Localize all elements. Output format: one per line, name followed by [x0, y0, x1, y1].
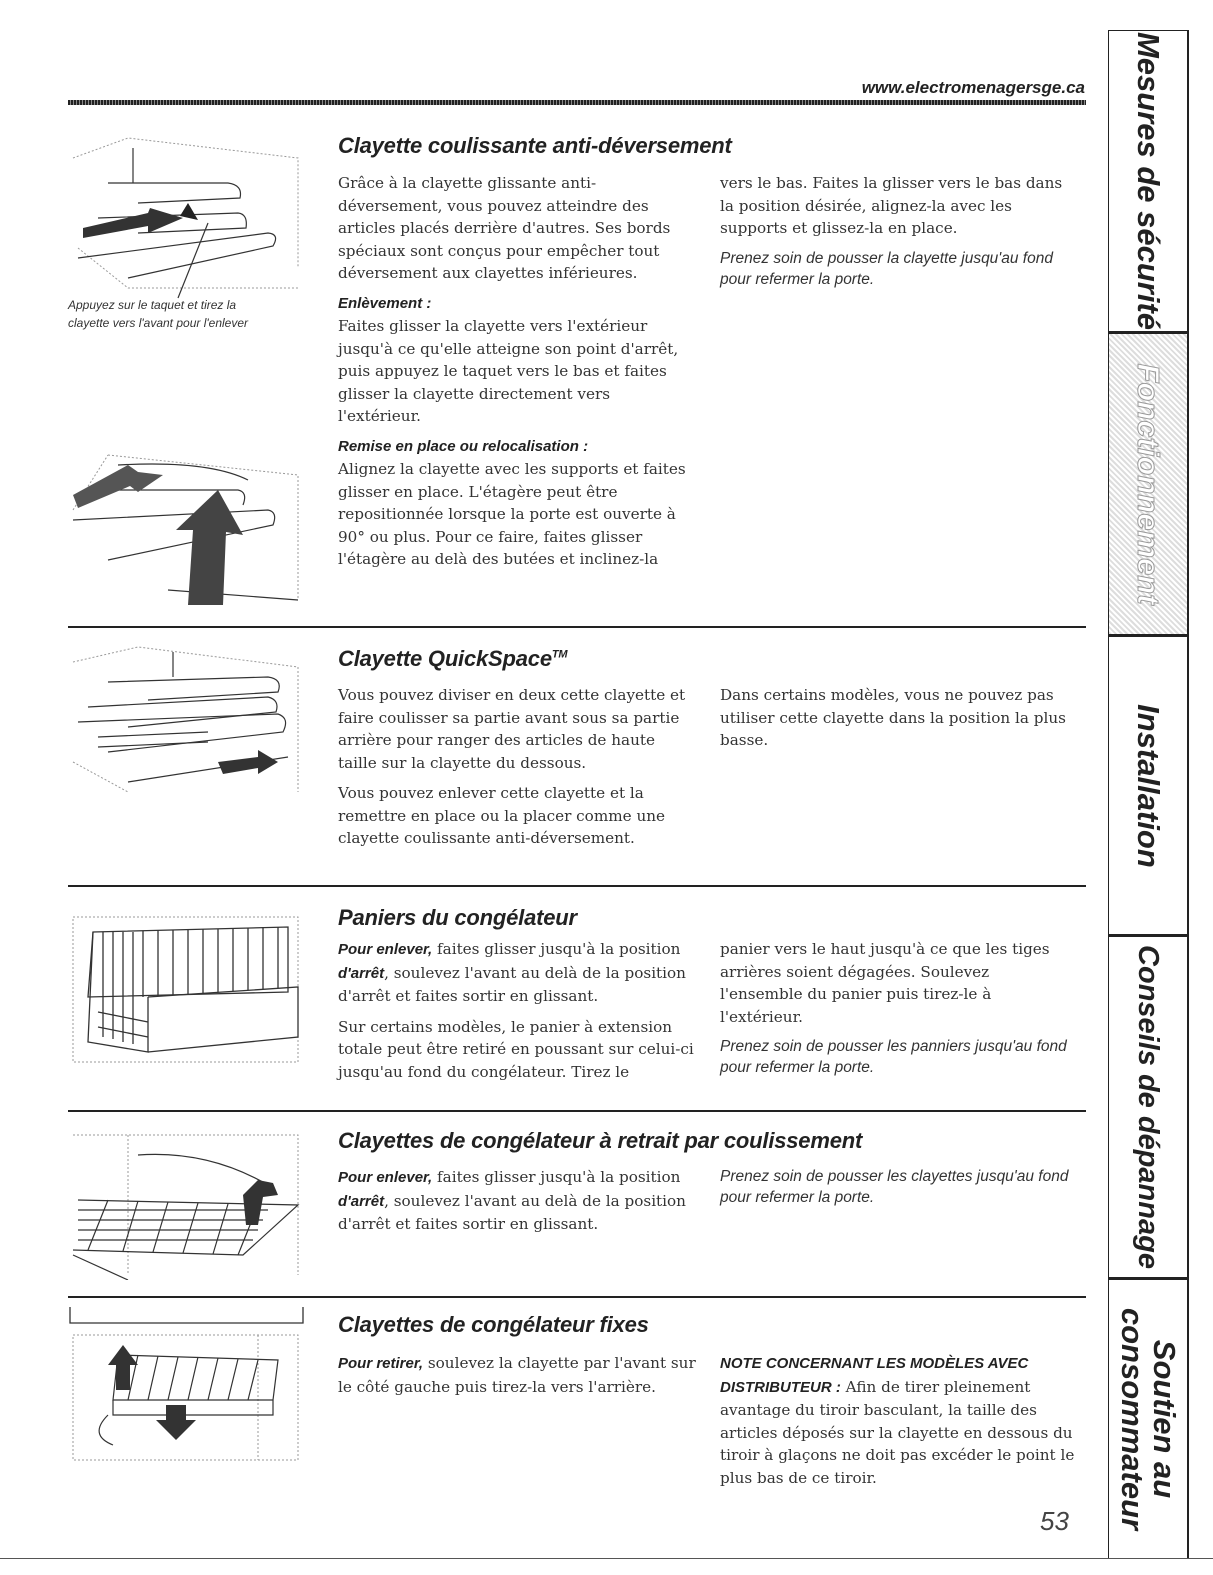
dispenser-note — [720, 1352, 1075, 1489]
slide-out-stop-lead: d'arrêt — [338, 1192, 385, 1210]
section-tabs — [1108, 30, 1189, 1559]
section-divider — [68, 1110, 1086, 1112]
tab-installation[interactable] — [1109, 637, 1187, 937]
baskets-note: Prenez soin de pousser les panniers jusqu'au fond pour refermer la porte. — [720, 1038, 1067, 1076]
anti-spill-note: Prenez soin de pousser la clayette jusqu'au fond pour refermer la porte. — [720, 249, 1053, 288]
slide-out-removal-text-a: faites glisser jusqu'à la position — [432, 1168, 681, 1186]
tab-safety-label: Mesures de sécurité — [1131, 31, 1166, 331]
baskets-removal-lead: Pour enlever, — [338, 941, 433, 958]
tab-troubleshooting[interactable] — [1109, 937, 1187, 1280]
quickspace-note-text: Dans certains modèles, vous ne pouvez pas utiliser cette clayette dans la position la plus basse. — [720, 686, 1066, 749]
quickspace-column-1 — [338, 684, 688, 858]
slide-out-column-1 — [338, 1166, 698, 1244]
fixed-shelves-removal-body: soulevez la clayette par l'avant sur le côté gauche puis tirez-la vers l'arrière. — [338, 1354, 696, 1396]
header-rule — [68, 100, 1086, 105]
replace-text: Alignez la clayette avec les supports et faites glisser en place. L'étagère peut être repositionnée lorsque la porte est ouverte à 90° ou plus. Pour ce faire, faites glisser l'étagère au delà des butées et inclinez-la — [338, 460, 686, 568]
baskets-removal-text — [338, 938, 698, 1008]
footer-rule — [0, 1558, 1213, 1559]
page-number: 53 — [1040, 1506, 1069, 1536]
tab-operation-label: Fonctionnement — [1131, 363, 1166, 605]
slide-out-column-2 — [720, 1166, 1075, 1216]
anti-spill-intro: Grâce à la clayette glissante anti-déversement, vous pouvez atteindre des articles placés derrière d'autres. Ses bords spéciaux sont conçus pour empêcher tout déversement aux clayettes inférieures. — [338, 174, 671, 282]
anti-spill-column-2 — [720, 172, 1075, 298]
fixed-shelves-removal-text — [338, 1352, 698, 1398]
baskets-paragraph-2: Sur certains modèles, le panier à extension totale peut être retiré en poussant sur celui-ci jusqu'au fond du congélateur. Tirez le — [338, 1017, 694, 1081]
anti-spill-shelf-illustration — [68, 128, 308, 303]
baskets-column-2 — [720, 938, 1075, 1086]
figure-caption: Appuyez sur le taquet et tirez la clayette vers l'avant pour l'enlever — [68, 298, 249, 330]
fixed-shelves-column-2 — [720, 1352, 1075, 1497]
freezer-basket-illustration — [68, 902, 308, 1067]
section-title-slide-out-shelves: Clayettes de congélateur à retrait par coulissement — [338, 1128, 863, 1153]
fixed-shelves-column-1 — [338, 1352, 698, 1406]
quickspace-column-2 — [720, 684, 1075, 760]
baskets-removal-text-a: faites glisser jusqu'à la position — [432, 940, 681, 958]
anti-spill-column-1 — [338, 172, 688, 579]
dispenser-note-heading: NOTE CONCERNANT LES MODÈLES AVEC DISTRIBUTEUR : — [720, 1355, 1029, 1396]
slide-out-removal-lead: Pour enlever, — [338, 1169, 433, 1186]
quickspace-title-text: Clayette QuickSpace — [338, 646, 552, 671]
removal-text: Faites glisser la clayette vers l'extérieur jusqu'à ce qu'elle atteigne son point d'arrêt, puis appuyez le taquet vers le bas et faites glisser la clayette directement vers l'extérieur. — [338, 317, 679, 425]
baskets-column-1 — [338, 938, 698, 1091]
anti-spill-continued-text: vers le bas. Faites la glisser vers le bas dans la position désirée, alignez-la avec les supports et glissez-la en place. — [720, 174, 1063, 237]
quickspace-shelf-illustration — [68, 642, 308, 802]
shelf-replacement-illustration — [68, 450, 308, 610]
tab-consumer-support[interactable] — [1109, 1280, 1187, 1558]
baskets-stop-lead: d'arrêt — [338, 964, 385, 982]
section-divider — [68, 1296, 1086, 1298]
slide-out-freezer-shelf-illustration — [68, 1125, 308, 1280]
slide-out-note: Prenez soin de pousser les clayettes jusqu'au fond pour refermer la porte. — [720, 1168, 1069, 1206]
dispenser-note-body: Afin de tirer pleinement avantage du tiroir basculant, la taille des articles déposés sur la clayette en dessous du tiroir à glaçons ne doit pas excéder le point le plus bas de ce tiroir. — [720, 1377, 1075, 1487]
fixed-freezer-shelf-illustration — [68, 1305, 308, 1465]
website-url: www.electromenagersge.ca — [861, 78, 1085, 97]
tab-consumer-support-label: Soutien au consommateur — [1115, 1307, 1182, 1531]
slide-out-removal-text-b: , soulevez l'avant au delà de la position d'arrêt et faites sortir en glissant. — [338, 1191, 686, 1233]
trademark-symbol: TM — [551, 648, 568, 661]
section-title-freezer-baskets: Paniers du congélateur — [338, 905, 577, 930]
section-title-fixed-shelves: Clayettes de congélateur fixes — [338, 1312, 649, 1337]
baskets-removal-text-b: , soulevez l'avant au delà de la position d'arrêt et faites sortir en glissant. — [338, 963, 686, 1005]
tab-safety[interactable] — [1109, 31, 1187, 334]
fixed-shelves-removal-lead: Pour retirer, — [338, 1355, 424, 1372]
section-divider — [68, 626, 1086, 628]
quickspace-paragraph-2: Vous pouvez enlever cette clayette et la remettre en place ou la placer comme une clayette coulissante anti-déversement. — [338, 784, 665, 847]
tab-operation[interactable] — [1109, 334, 1187, 637]
baskets-continued-text: panier vers le haut jusqu'à ce que les tiges arrières soient dégagées. Soulevez l'ensemble du panier puis tirez-le à l'extérieur. — [720, 940, 1050, 1026]
slide-out-removal-text — [338, 1166, 698, 1236]
tab-installation-label: Installation — [1131, 703, 1166, 868]
removal-heading: Enlèvement : — [338, 294, 432, 312]
section-title-anti-spill: Clayette coulissante anti-déversement — [338, 133, 732, 158]
quickspace-paragraph-1: Vous pouvez diviser en deux cette clayette et faire coulisser sa partie avant sous sa partie arrière pour ranger des articles de haute taille sur la clayette du dessous. — [338, 686, 686, 772]
section-divider — [68, 885, 1086, 887]
section-title-quickspace — [338, 646, 567, 672]
replace-heading: Remise en place ou relocalisation : — [338, 437, 589, 455]
tab-troubleshooting-label: Conseils de dépannage — [1132, 945, 1164, 1269]
